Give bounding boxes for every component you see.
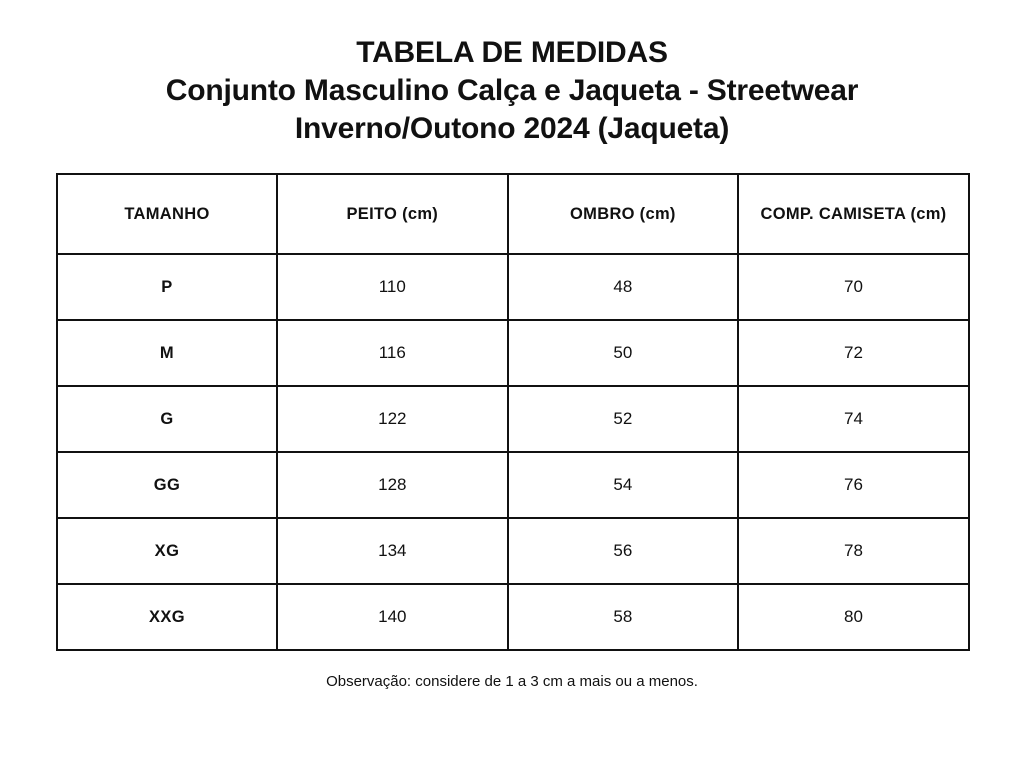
cell-ombro: 48 (508, 254, 739, 320)
table-row (57, 452, 969, 518)
table-row (57, 386, 969, 452)
cell-size: XXG (57, 584, 277, 650)
table-header-cell-comp: COMP. CAMISETA (cm) (738, 174, 969, 254)
table-row (57, 518, 969, 584)
cell-peito: 128 (277, 452, 508, 518)
table-row (57, 254, 969, 320)
table-header-cell-peito: PEITO (cm) (277, 174, 508, 254)
cell-peito: 116 (277, 320, 508, 386)
table-row (57, 584, 969, 650)
cell-size: P (57, 254, 277, 320)
measurement-note: Observação: considere de 1 a 3 cm a mais ou a menos. (326, 673, 698, 691)
cell-comp: 72 (738, 320, 969, 386)
cell-ombro: 50 (508, 320, 739, 386)
cell-ombro: 52 (508, 386, 739, 452)
table-header-cell-tamanho: TAMANHO (57, 174, 277, 254)
cell-size: GG (57, 452, 277, 518)
cell-comp: 80 (738, 584, 969, 650)
title-line-1: TABELA DE MEDIDAS (356, 36, 668, 69)
cell-ombro: 56 (508, 518, 739, 584)
size-table (56, 173, 970, 651)
cell-size: XG (57, 518, 277, 584)
size-table-wrapper (56, 173, 968, 651)
table-header-cell-ombro: OMBRO (cm) (508, 174, 739, 254)
cell-peito: 140 (277, 584, 508, 650)
cell-comp: 74 (738, 386, 969, 452)
cell-peito: 110 (277, 254, 508, 320)
cell-comp: 70 (738, 254, 969, 320)
cell-ombro: 58 (508, 584, 739, 650)
cell-size: M (57, 320, 277, 386)
cell-peito: 122 (277, 386, 508, 452)
cell-size: G (57, 386, 277, 452)
table-row (57, 320, 969, 386)
page-title (56, 34, 968, 147)
cell-peito: 134 (277, 518, 508, 584)
title-line-3: Inverno/Outono 2024 (Jaqueta) (294, 111, 730, 145)
cell-ombro: 54 (508, 452, 739, 518)
title-line-2: Conjunto Masculino Calça e Jaqueta - Streetwear (165, 73, 859, 107)
table-header-row (57, 174, 969, 254)
cell-comp: 78 (738, 518, 969, 584)
cell-comp: 76 (738, 452, 969, 518)
